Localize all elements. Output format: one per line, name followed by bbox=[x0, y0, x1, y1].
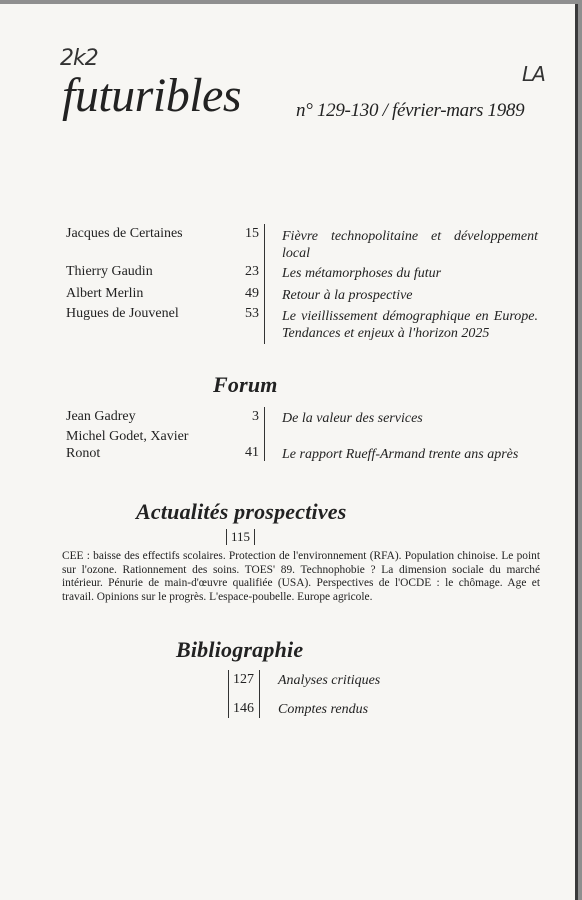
bibliographie-page: 127 bbox=[233, 672, 254, 687]
column-rule-left bbox=[228, 670, 229, 718]
article-title: Retour à la prospective bbox=[282, 288, 413, 303]
article-title: Le vieillissement démographique en Europe. Tendances et enjeux à l'horizon 2025 bbox=[282, 309, 538, 341]
actualites-heading: Actualités prospectives bbox=[136, 499, 347, 524]
bibliographie-heading: Bibliographie bbox=[176, 637, 304, 662]
article-author: Jacques de Certaines bbox=[66, 226, 183, 241]
handwritten-note-left: 2k2 bbox=[60, 46, 98, 71]
bibliographie-title: Comptes rendus bbox=[278, 702, 369, 717]
handwritten-note-right: LA bbox=[522, 62, 545, 86]
column-rule-right bbox=[259, 670, 260, 718]
article-author: Thierry Gaudin bbox=[66, 264, 153, 279]
article-author: Hugues de Jouvenel bbox=[66, 306, 179, 321]
article-page: 49 bbox=[245, 286, 259, 301]
article-page: 23 bbox=[245, 264, 259, 279]
journal-title: futuribles bbox=[62, 69, 242, 122]
column-rule bbox=[264, 224, 265, 344]
forum-page: 3 bbox=[252, 409, 259, 424]
bibliographie-title: Analyses critiques bbox=[278, 673, 381, 688]
forum-heading: Forum bbox=[213, 372, 278, 397]
article-title: Les métamorphoses du futur bbox=[282, 266, 442, 281]
article-page: 15 bbox=[245, 226, 259, 241]
forum-author: Michel Godet, Xavier Ronot bbox=[66, 429, 189, 461]
actualites-page: 115 bbox=[226, 529, 255, 545]
article-title: Fièvre technopolitaine et développement local bbox=[282, 229, 538, 261]
column-rule bbox=[264, 407, 265, 461]
journal-page bbox=[0, 4, 578, 900]
forum-title: De la valeur des services bbox=[282, 411, 423, 426]
article-page: 53 bbox=[245, 306, 259, 321]
issue-number: n° 129-130 / février-mars 1989 bbox=[296, 100, 525, 121]
forum-page: 41 bbox=[245, 445, 259, 460]
bibliographie-page: 146 bbox=[233, 701, 254, 716]
forum-title: Le rapport Rueff-Armand trente ans après bbox=[282, 447, 519, 462]
forum-author: Jean Gadrey bbox=[66, 409, 136, 424]
actualites-summary: CEE : baisse des effectifs scolaires. Protection de l'environnement (RFA). Population chinoise. Le point sur l'ozone. Rationnement des soins. TOES' 89. Technophobie ? La dimension sociale du marché intérieur. Pénurie de main-d'œuvre qualifiée (USA). Perspectives de l'OCDE : le chômage. Age et travail. Opinions sur le progrès. L'espace-poubelle. Europe agricole. bbox=[62, 550, 540, 603]
article-author: Albert Merlin bbox=[66, 286, 144, 301]
